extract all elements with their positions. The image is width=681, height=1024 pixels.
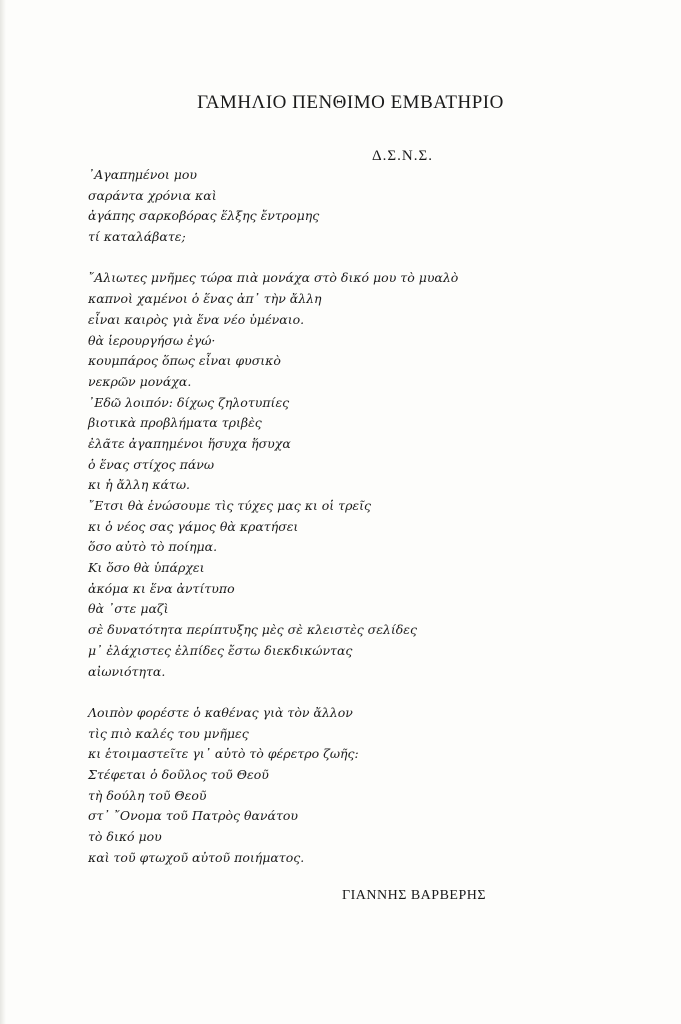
- poem-line: κουμπάρος ὅπως εἶναι φυσικὸ: [88, 353, 281, 369]
- author-name: ΓΙΑΝΝΗΣ ΒΑΡΒΕΡΗΣ: [342, 888, 487, 903]
- poem-line: στ᾽ ῎Ονομα τοῦ Πατρὸς θανάτου: [88, 808, 298, 824]
- poem-line: εἶναι καιρὸς γιὰ ἕνα νέο ὑμέναιο.: [88, 311, 305, 327]
- poem-line: ὅσο αὐτὸ τὸ ποίημα.: [88, 539, 218, 555]
- poem-line: ᾽Αγαπημένοι μου: [88, 167, 197, 182]
- poem-line: τί καταλάβατε;: [88, 229, 186, 245]
- poem-line: νεκρῶν μονάχα.: [88, 373, 192, 389]
- poem-line: Λοιπὸν φορέστε ὁ καθένας γιὰ τὸν ἄλλον: [88, 704, 353, 720]
- stanza-1: [88, 165, 628, 248]
- poem-line: μ᾽ ἐλάχιστες ἐλπίδες ἔστω διεκδικώντας: [88, 642, 353, 658]
- page-edge-shadow: [0, 0, 6, 1024]
- stanza-2: [88, 268, 628, 682]
- poem-line: ᾽Εδῶ λοιπόν: δίχως ζηλοτυπίες: [88, 394, 290, 410]
- poem-line: σὲ δυνατότητα περίπτυξης μὲς σὲ κλειστὲς σελίδες: [88, 622, 417, 638]
- poem-line: καπνοὶ χαμένοι ὁ ἕνας ἀπ᾽ τὴν ἄλλη: [88, 291, 322, 307]
- poem-line: κι ἡ ἄλλη κάτω.: [88, 477, 191, 493]
- poem-line: ἐλᾶτε ἀγαπημένοι ἥσυχα ἥσυχα: [88, 435, 291, 451]
- stanza-break: [88, 682, 628, 703]
- poem-line: ὁ ἕνας στίχος πάνω: [88, 456, 215, 472]
- poem-line: βιοτικὰ προβλήματα τριβὲς: [88, 415, 262, 431]
- poem-line: ἀγάπης σαρκοβόρας ἕλξης ἔντρομης: [88, 208, 320, 224]
- stanza-3: [88, 703, 628, 869]
- poem-line: Κι ὅσο θὰ ὑπάρχει: [88, 560, 205, 576]
- poem-line: τὴ δούλη τοῦ Θεοῦ: [88, 787, 207, 803]
- poem-body: [88, 165, 628, 868]
- poem-line: κι ὁ νέος σας γάμος θὰ κρατήσει: [88, 518, 299, 534]
- poem-line: καὶ τοῦ φτωχοῦ αὐτοῦ ποιήματος.: [88, 849, 305, 865]
- poem-line: κι ἑτοιμαστεῖτε γι᾽ αὐτὸ τὸ φέρετρο ζωῆς:: [88, 746, 359, 762]
- poem-line: ῎Αλιωτες μνῆμες τώρα πιὰ μονάχα στὸ δικό μου τὸ μυαλὸ: [88, 270, 459, 286]
- poem-line: θὰ ᾽στε μαζὶ: [88, 601, 169, 617]
- poem-line: θὰ ἱερουργήσω ἐγώ·: [88, 332, 216, 348]
- poem-line: ἀκόμα κι ἕνα ἀντίτυπο: [88, 580, 235, 596]
- poem-line: αἰωνιότητα.: [88, 663, 166, 679]
- poem-line: ῎Ετσι θὰ ἑνώσουμε τὶς τύχες μας κι οἱ τρεῖς: [88, 498, 372, 513]
- poem-title: ΓΑΜΗΛΙΟ ΠΕΝΘΙΜΟ ΕΜΒΑΤΗΡΙΟ: [197, 92, 504, 113]
- poem-line: σαράντα χρόνια καὶ: [88, 187, 217, 203]
- dedication: Δ.Σ.Ν.Σ.: [372, 148, 433, 164]
- stanza-break: [88, 248, 628, 269]
- poem-line: Στέφεται ὁ δοῦλος τοῦ Θεοῦ: [88, 766, 269, 782]
- poem-line: τὸ δικό μου: [88, 829, 162, 844]
- poem-line: τὶς πιὸ καλές του μνῆμες: [88, 725, 249, 741]
